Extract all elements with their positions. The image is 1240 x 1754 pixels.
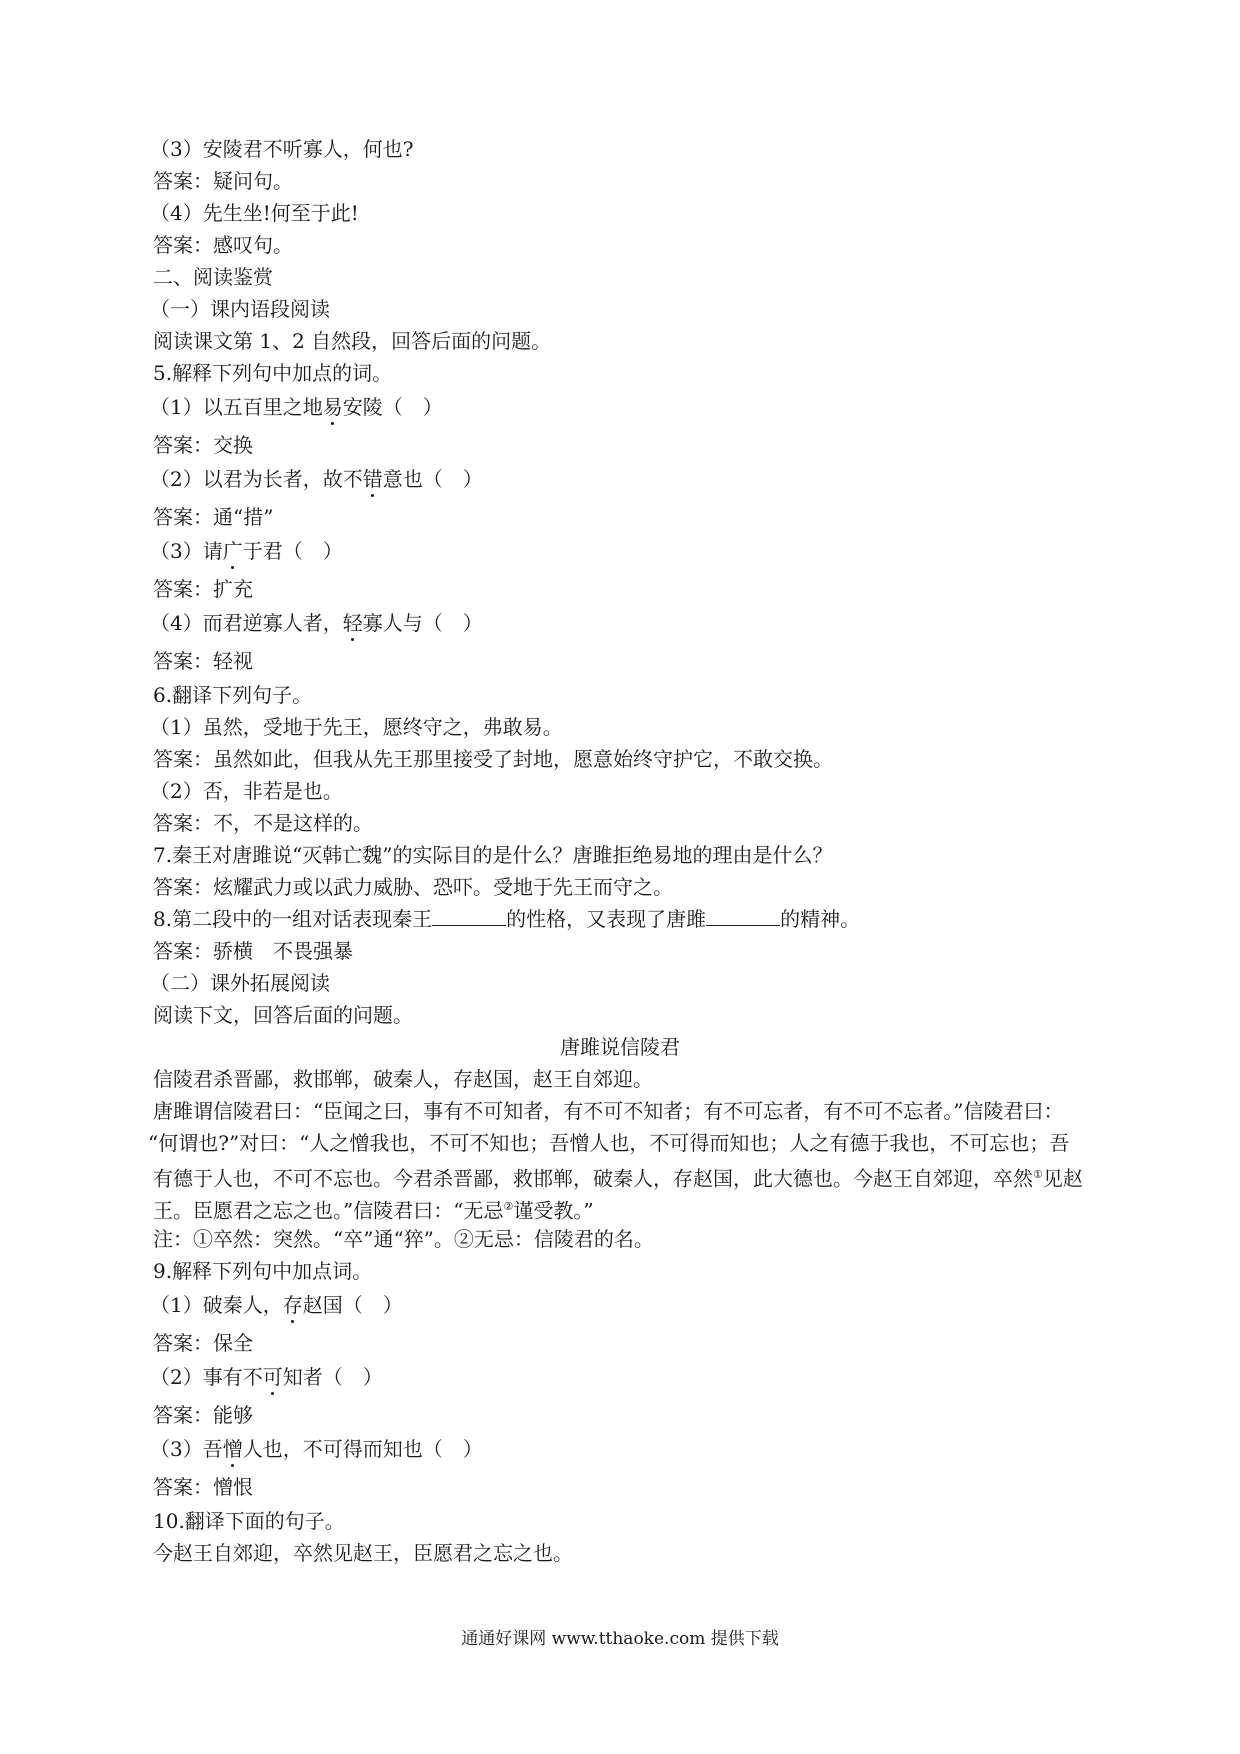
- question-text: 知者（ ）: [282, 1365, 383, 1389]
- question-text: （3）吾: [150, 1437, 223, 1461]
- question-text: 的精神。: [780, 907, 861, 931]
- question-text: 8.第二段中的一组对话表现秦王: [153, 907, 433, 931]
- dotted-word: 广: [222, 539, 243, 563]
- passage-text: 王。臣愿君之忘之也。”信陵君曰：“无忌: [153, 1198, 504, 1223]
- dotted-word: 轻: [342, 611, 363, 635]
- question-item: [150, 394, 443, 420]
- question-text: 安陵（ ）: [342, 395, 443, 419]
- section-heading: 二、阅读鉴赏: [153, 265, 273, 289]
- question-text: （2）以君为长者，故不: [150, 467, 363, 491]
- answer-line: 答案：憎恨: [153, 1475, 253, 1499]
- question-heading: 6.翻译下列句子。: [153, 683, 313, 707]
- answer-line: 答案：交换: [153, 433, 253, 457]
- question-text: （1）以五百里之地: [150, 395, 323, 419]
- question-item: [150, 610, 483, 636]
- subsection-heading: （二）课外拓展阅读: [150, 971, 330, 995]
- question-item: （2）否，非若是也。: [150, 779, 343, 803]
- question-text: 人也，不可得而知也（ ）: [242, 1437, 483, 1461]
- question-heading: 9.解释下列句中加点词。: [153, 1259, 373, 1283]
- question-text: 寡人与（ ）: [362, 611, 483, 635]
- footnote-mark: ①: [1033, 1168, 1043, 1181]
- question-heading: [153, 906, 860, 932]
- dotted-word: 可: [262, 1365, 283, 1389]
- answer-line: 答案：能够: [153, 1403, 253, 1427]
- passage-title: 唐雎说信陵君: [560, 1035, 680, 1059]
- dotted-word: 易: [322, 395, 343, 419]
- question-text: （3）请: [150, 539, 223, 563]
- fill-blank: [432, 907, 506, 926]
- question-item: [150, 1292, 403, 1318]
- instruction-line: 阅读课文第 1、2 自然段，回答后面的问题。: [153, 329, 552, 353]
- translation-sentence: 今赵王自郊迎，卒然见赵王，臣愿君之忘之也。: [153, 1541, 573, 1565]
- footnote-mark: ②: [503, 1200, 514, 1213]
- question-heading: 10.翻译下面的句子。: [153, 1509, 345, 1533]
- passage-line: “何谓也?”对曰：“人之憎我也，不可不知也；吾憎人也，不可得而知也；人之有德于我也，不可忘也；吾: [148, 1131, 1070, 1155]
- passage-text: 谨受教。”: [513, 1198, 594, 1223]
- answer-line: 答案：不，不是这样的。: [153, 811, 373, 835]
- passage-line: [153, 1194, 594, 1224]
- answer-line: 答案：保全: [153, 1331, 253, 1355]
- dotted-word: 憎: [222, 1437, 243, 1461]
- question-line: （3）安陵君不听寡人，何也?: [150, 137, 414, 161]
- subsection-heading: （一）课内语段阅读: [150, 297, 330, 321]
- page-footer: 通通好课网 www.tthaoke.com 提供下载: [461, 1629, 779, 1649]
- answer-line: 答案：炫耀武力或以武力威胁、恐吓。受地于先王而守之。: [153, 875, 673, 899]
- question-heading: 5.解释下列句中加点的词。: [153, 361, 393, 385]
- instruction-line: 阅读下文，回答后面的问题。: [153, 1003, 413, 1027]
- passage-text: 见赵: [1042, 1166, 1083, 1191]
- passage-line: 唐雎谓信陵君曰：“臣闻之曰，事有不可知者，有不可不知者；有不可忘者，有不可不忘者。”信陵君曰：: [153, 1099, 1064, 1123]
- question-text: （2）事有不: [150, 1365, 263, 1389]
- question-text: 赵国（ ）: [302, 1293, 403, 1317]
- footnote: 注：①卒然：突然。“卒”通“猝”。②无忌：信陵君的名。: [153, 1227, 654, 1251]
- question-item: [150, 538, 343, 564]
- question-item: [150, 466, 483, 492]
- passage-line: [153, 1162, 1083, 1192]
- question-item: [150, 1364, 383, 1390]
- answer-line: 答案：骄横 不畏强暴: [153, 939, 353, 963]
- answer-line: 答案：轻视: [153, 649, 253, 673]
- question-text: 意也（ ）: [382, 467, 483, 491]
- question-item: [150, 1436, 483, 1462]
- fill-blank: [706, 907, 780, 926]
- dotted-word: 存: [282, 1293, 303, 1317]
- question-text: （4）而君逆寡人者，: [150, 611, 343, 635]
- answer-line: 答案：感叹句。: [153, 233, 293, 257]
- question-line: （4）先生坐!何至于此!: [150, 201, 359, 225]
- question-heading: 7.秦王对唐雎说“灭韩亡魏”的实际目的是什么？唐雎拒绝易地的理由是什么？: [153, 843, 833, 867]
- answer-line: 答案：虽然如此，但我从先王那里接受了封地，愿意始终守护它，不敢交换。: [153, 747, 833, 771]
- passage-text: 有德于人也，不可不忘也。今君杀晋鄙，救邯郸，破秦人，存赵国，此大德也。今赵王自郊迎，卒然: [153, 1166, 1033, 1191]
- answer-line: 答案：通“措”: [153, 505, 274, 529]
- answer-line: 答案：疑问句。: [153, 169, 293, 193]
- question-text: 于君（ ）: [242, 539, 343, 563]
- dotted-word: 错: [362, 467, 383, 491]
- question-text: （1）破秦人，: [150, 1293, 283, 1317]
- question-item: （1）虽然，受地于先王，愿终守之，弗敢易。: [150, 715, 563, 739]
- passage-paragraph: 信陵君杀晋鄙，救邯郸，破秦人，存赵国，赵王自郊迎。: [153, 1067, 653, 1091]
- question-text: 的性格，又表现了唐雎: [506, 907, 707, 931]
- answer-line: 答案：扩充: [153, 577, 253, 601]
